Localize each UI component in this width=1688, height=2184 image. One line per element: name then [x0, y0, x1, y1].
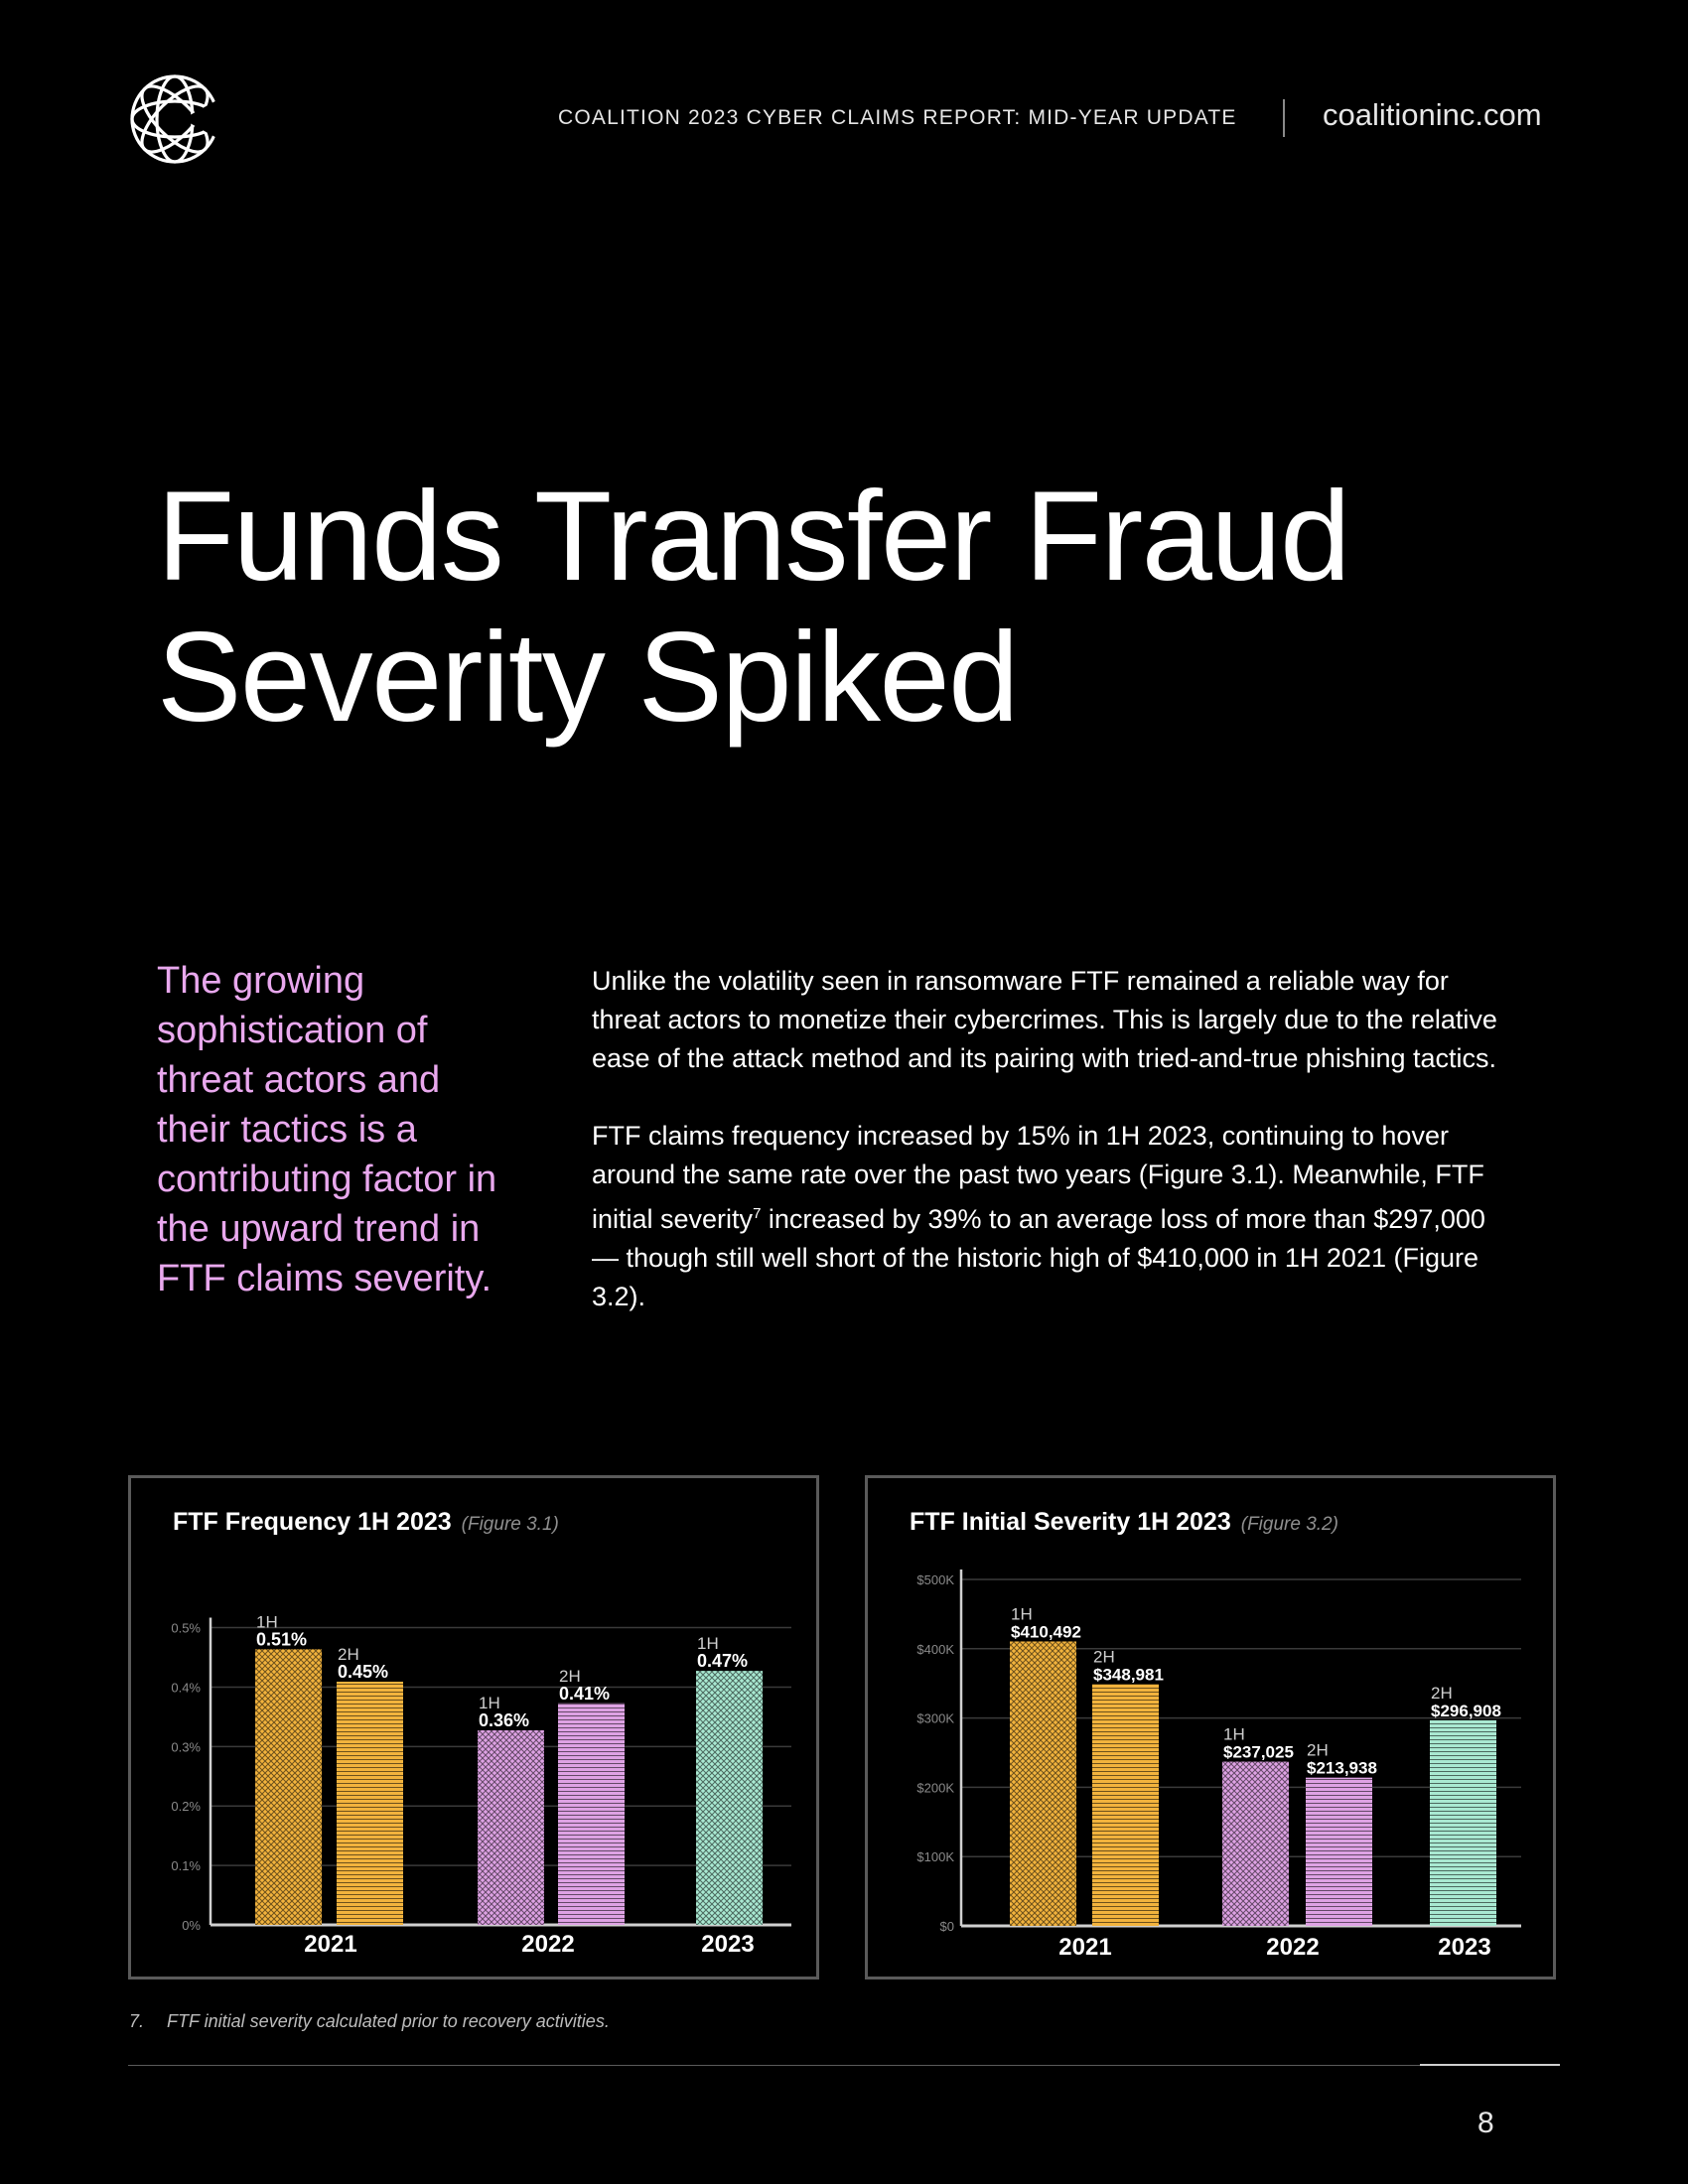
- frequency-bar-chart: [131, 1478, 816, 1977]
- bar-half-label: 1H: [256, 1612, 278, 1632]
- bar-value-label: 0.41%: [559, 1683, 611, 1704]
- y-tick-label: 0.1%: [171, 1858, 201, 1874]
- bar-value-label: $237,025: [1223, 1742, 1294, 1762]
- bar-2022-2h: [558, 1704, 625, 1925]
- x-category-label: 2021: [1058, 1934, 1112, 1961]
- body-paragraph-2: [592, 1117, 1515, 1316]
- bar-2022-2h: [1306, 1778, 1372, 1926]
- y-tick-label: $200K: [916, 1780, 954, 1796]
- y-tick-label: 0%: [182, 1918, 201, 1933]
- report-title: COALITION 2023 CYBER CLAIMS REPORT: MID-YEAR UPDATE: [558, 106, 1237, 129]
- bar-2022-1h: [1222, 1762, 1289, 1926]
- bar-half-label: 2H: [559, 1666, 581, 1686]
- y-tick-label: 0.2%: [171, 1799, 201, 1815]
- chart-title-text: FTF Initial Severity 1H 2023: [910, 1508, 1231, 1536]
- header-divider: [1283, 99, 1285, 137]
- bar-value-label: 0.47%: [697, 1651, 749, 1672]
- x-category-label: 2022: [521, 1931, 575, 1958]
- bar-half-label: 2H: [1431, 1683, 1453, 1703]
- page-title: [157, 467, 1349, 749]
- bar-2021-2h: [337, 1682, 403, 1925]
- bar-half-label: 1H: [697, 1634, 719, 1654]
- footnote-reference[interactable]: 7: [753, 1205, 762, 1222]
- bar-2021-2h: [1092, 1684, 1159, 1926]
- footer-divider-accent: [1420, 2064, 1560, 2066]
- footer-divider: [128, 2065, 1560, 2066]
- bar-value-label: $410,492: [1011, 1622, 1081, 1642]
- bar-2022-1h: [478, 1730, 544, 1925]
- page-number: 8: [1477, 2107, 1494, 2139]
- x-category-label: 2023: [701, 1931, 755, 1958]
- figure-label: (Figure 3.2): [1240, 1514, 1338, 1535]
- chart-title-text: FTF Frequency 1H 2023: [173, 1508, 452, 1536]
- bar-value-label: 0.45%: [338, 1662, 389, 1682]
- bar-half-label: 1H: [1223, 1724, 1245, 1744]
- coalition-logo-icon: [127, 71, 222, 167]
- y-tick-label: $0: [939, 1919, 954, 1934]
- body-paragraph-2-start: FTF claims frequency increased by 15% in 1H 2023, continuing to hover around the same rate over the past two years (Figure 3.1). Meanwhile, FTF initial severity: [592, 1121, 1484, 1234]
- body-text: [592, 962, 1515, 1355]
- bar-value-label: $213,938: [1307, 1758, 1377, 1778]
- bar-value-label: $296,908: [1431, 1701, 1501, 1720]
- body-paragraph-2-end: increased by 39% to an average loss of more than $297,000 — though still well short of the historic high of $410,000 in 1H 2021 (Figure 3.2).: [592, 1204, 1485, 1311]
- bar-2021-1h: [1010, 1641, 1076, 1926]
- bar-value-label: $348,981: [1093, 1665, 1164, 1685]
- y-tick-label: $300K: [916, 1710, 954, 1726]
- figure-label: (Figure 3.1): [461, 1514, 559, 1535]
- x-category-label: 2023: [1438, 1934, 1491, 1961]
- y-tick-label: $100K: [916, 1849, 954, 1865]
- chart-ftf-frequency: [128, 1475, 819, 1979]
- y-tick-label: $500K: [916, 1572, 954, 1587]
- bar-2023-1h: [696, 1671, 763, 1925]
- website-link[interactable]: coalitioninc.com: [1323, 97, 1542, 132]
- bar-half-label: 1H: [479, 1694, 500, 1712]
- page-title-line-2: Severity Spiked: [157, 607, 1018, 749]
- bar-half-label: 1H: [1011, 1604, 1033, 1624]
- pull-quote: The growing sophistication of threat actors and their tactics is a contributing factor in the upward trend in FTF claims severity.: [157, 960, 497, 1299]
- footnote-text: FTF initial severity calculated prior to recovery activities.: [167, 2011, 610, 2031]
- chart-ftf-severity: [865, 1475, 1556, 1979]
- y-tick-label: 0.4%: [171, 1680, 201, 1696]
- bar-value-label: 0.51%: [256, 1629, 308, 1650]
- bar-half-label: 2H: [1307, 1740, 1329, 1760]
- footnote: [129, 2011, 610, 2032]
- y-tick-label: 0.5%: [171, 1620, 201, 1636]
- footnote-number: 7.: [129, 2011, 145, 2031]
- body-paragraph-1: Unlike the volatility seen in ransomware FTF remained a reliable way for threat actors to monetize their cybercrimes. This is largely due to the relative ease of the attack method and its pairing with tried-and-true phishing tactics.: [592, 966, 1497, 1073]
- bar-2023-2h: [1430, 1720, 1496, 1926]
- bar-half-label: 2H: [338, 1645, 359, 1664]
- page-title-line-1: Funds Transfer Fraud: [157, 466, 1349, 608]
- bar-half-label: 2H: [1093, 1647, 1115, 1667]
- severity-bar-chart: [868, 1478, 1553, 1977]
- y-tick-label: 0.3%: [171, 1739, 201, 1755]
- y-tick-label: $400K: [916, 1641, 954, 1657]
- bar-2021-1h: [255, 1649, 322, 1925]
- x-category-label: 2021: [304, 1931, 357, 1958]
- bar-value-label: 0.36%: [479, 1710, 530, 1730]
- x-category-label: 2022: [1266, 1934, 1320, 1961]
